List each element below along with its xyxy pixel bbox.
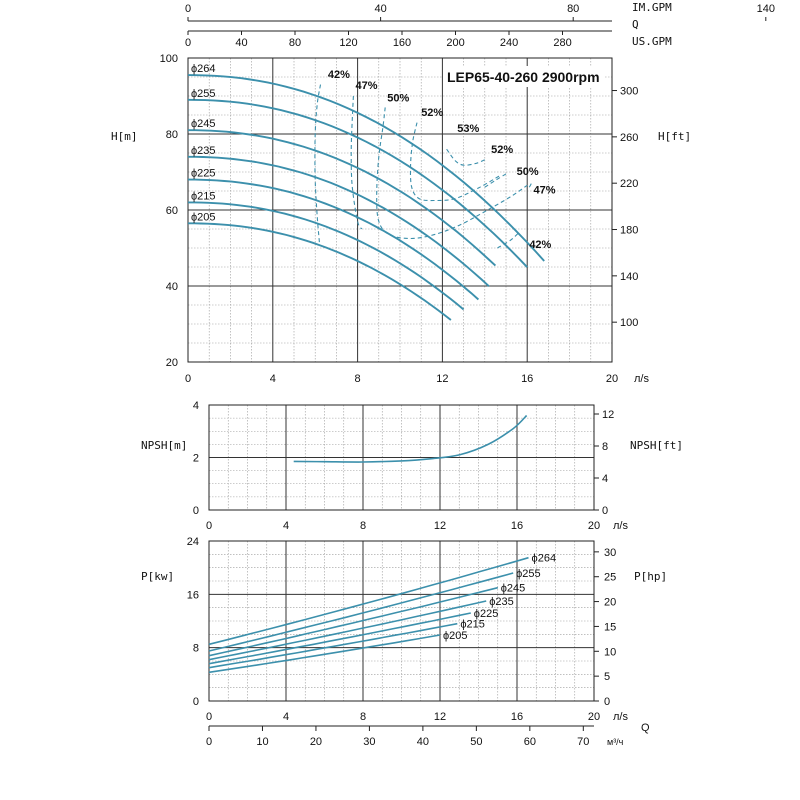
efficiency-label: 52% xyxy=(421,106,444,119)
power-panel xyxy=(141,536,667,723)
efficiency-label: 47% xyxy=(533,184,556,197)
head-curve-label: ϕ215 xyxy=(191,190,216,203)
head-ft-tick: 260 xyxy=(620,131,639,144)
npsh-ft-tick: 4 xyxy=(602,472,609,485)
head-curve xyxy=(188,130,495,265)
imgpm-tick: 0 xyxy=(184,3,192,15)
npsh-y-tick: 4 xyxy=(192,400,199,412)
efficiency-label: 42% xyxy=(327,68,350,81)
head-y-tick: 60 xyxy=(165,205,178,217)
head-ft-tick: 140 xyxy=(620,270,639,283)
npsh-ylabel: NPSH[m] xyxy=(141,439,188,452)
efficiency-label: 52% xyxy=(491,144,514,156)
power-x-tick: 8 xyxy=(359,711,367,723)
m3h-tick: 10 xyxy=(256,736,269,748)
m3h-tick: 70 xyxy=(577,736,590,748)
power-x-tick: 12 xyxy=(433,711,447,723)
usgpm-label: US.GPM xyxy=(632,35,672,48)
power-hp-tick: 30 xyxy=(604,546,617,559)
head-x-tick: 20 xyxy=(605,373,619,385)
head-curve-labels xyxy=(191,63,216,223)
npsh-grid xyxy=(209,405,594,510)
npsh-x-tick: 8 xyxy=(359,520,367,532)
efficiency-contour xyxy=(315,85,321,243)
power-x-tick: 0 xyxy=(205,711,213,723)
efficiency-label: 50% xyxy=(516,166,539,179)
power-curve-label: ϕ235 xyxy=(489,596,514,608)
m3h-tick: 30 xyxy=(363,736,376,748)
npsh-ft-tick: 8 xyxy=(602,440,609,453)
power-curve-label: ϕ205 xyxy=(443,630,468,642)
power-y-tick: 16 xyxy=(186,589,199,602)
power-hp-tick: 5 xyxy=(604,671,611,684)
power-curve-label: ϕ215 xyxy=(460,618,485,631)
head-y-tick: 80 xyxy=(165,129,178,141)
power-x-tick: 20 xyxy=(587,711,601,723)
head-ft-tick: 100 xyxy=(620,317,639,330)
head-xlabel: л/s xyxy=(634,373,649,385)
efficiency-label: 53% xyxy=(457,123,480,136)
head-ylabel: H[m] xyxy=(111,130,138,143)
power-hp-tick: 20 xyxy=(604,596,617,609)
power-ylabel: P[kw] xyxy=(141,570,175,583)
npsh-ft-tick: 12 xyxy=(602,408,615,421)
head-x-tick: 12 xyxy=(436,373,449,385)
npsh-x-tick: 16 xyxy=(510,520,524,532)
usgpm-tick: 280 xyxy=(553,37,572,49)
top-flow-axes xyxy=(185,1,800,49)
head-curve-label: ϕ205 xyxy=(191,211,216,224)
power-curve xyxy=(209,588,498,656)
efficiency-contour xyxy=(485,174,506,187)
power-curve-label: ϕ255 xyxy=(516,568,541,580)
usgpm-tick: 240 xyxy=(499,37,519,49)
m3h-tick: 50 xyxy=(470,736,483,748)
power-xlabel: л/s xyxy=(613,711,628,723)
usgpm-tick: 160 xyxy=(392,37,412,49)
power-hp-tick: 10 xyxy=(604,646,617,659)
usgpm-tick: 0 xyxy=(184,37,192,49)
power-hp-tick: 0 xyxy=(604,696,611,708)
power-curve xyxy=(209,613,471,664)
bottom-flow-axis xyxy=(206,722,650,748)
npsh-axis-ticks xyxy=(193,400,614,532)
power-y-tick: 0 xyxy=(192,696,199,708)
efficiency-contour xyxy=(529,183,531,187)
m3h-unit-label: м³/ч xyxy=(607,737,624,747)
head-x-tick: 4 xyxy=(269,373,276,385)
power-hp-tick: 15 xyxy=(604,621,617,634)
efficiency-contour xyxy=(447,149,487,165)
power-curve-label: ϕ245 xyxy=(500,582,526,595)
head-x-tick: 16 xyxy=(521,373,534,385)
power-hp-tick: 25 xyxy=(604,571,617,584)
m3h-tick: 0 xyxy=(205,736,213,748)
power-x-tick: 16 xyxy=(510,711,524,723)
npsh-ft-tick: 0 xyxy=(602,505,609,517)
head-curve-label: ϕ264 xyxy=(191,63,216,76)
q-label-top: Q xyxy=(632,18,639,31)
head-curve-label: ϕ235 xyxy=(191,144,216,157)
head-x-tick: 8 xyxy=(354,373,361,385)
imgpm-label: IM.GPM xyxy=(632,1,672,14)
efficiency-contour xyxy=(351,96,362,229)
head-y-tick: 100 xyxy=(159,53,178,65)
head-y-tick: 20 xyxy=(165,357,178,369)
power-curve-label: ϕ225 xyxy=(473,608,499,620)
npsh-x-tick: 12 xyxy=(433,520,447,532)
head-ft-tick: 300 xyxy=(620,85,639,98)
power-x-tick: 4 xyxy=(282,711,290,723)
npsh-y-tick: 0 xyxy=(192,505,199,517)
head-curve-label: ϕ245 xyxy=(191,118,216,131)
power-grid xyxy=(209,541,594,701)
imgpm-tick: 140 xyxy=(756,3,775,15)
head-ylabel-right: H[ft] xyxy=(658,130,692,143)
head-curve-label: ϕ225 xyxy=(191,167,216,180)
npsh-curve xyxy=(294,416,527,463)
power-curve xyxy=(209,558,529,645)
efficiency-label: 50% xyxy=(387,92,410,105)
npsh-panel xyxy=(141,400,683,532)
npsh-x-tick: 0 xyxy=(205,520,213,532)
npsh-ylabel-right: NPSH[ft] xyxy=(630,439,683,452)
npsh-y-tick: 2 xyxy=(192,452,199,465)
head-panel xyxy=(111,53,691,385)
head-curves xyxy=(188,75,544,320)
power-ylabel-right: P[hp] xyxy=(634,570,668,583)
m3h-tick: 60 xyxy=(523,736,536,748)
power-y-tick: 24 xyxy=(186,536,199,548)
usgpm-tick: 80 xyxy=(288,37,302,49)
power-y-tick: 8 xyxy=(192,642,199,655)
head-x-tick: 0 xyxy=(184,373,192,385)
power-curve xyxy=(209,573,513,651)
head-curve xyxy=(188,180,478,300)
head-curve-label: ϕ255 xyxy=(191,87,216,100)
usgpm-tick: 40 xyxy=(235,37,248,49)
usgpm-tick: 120 xyxy=(339,37,358,49)
efficiency-label: 42% xyxy=(529,239,552,251)
usgpm-tick: 200 xyxy=(446,37,465,49)
npsh-xlabel: л/s xyxy=(613,520,628,532)
head-y-tick: 40 xyxy=(165,281,178,293)
npsh-x-tick: 4 xyxy=(282,520,290,532)
npsh-x-tick: 20 xyxy=(587,520,601,532)
head-ft-tick: 180 xyxy=(620,224,639,237)
m3h-tick: 20 xyxy=(309,736,323,748)
bottom-axis-ticks xyxy=(206,726,589,748)
efficiency-label: 47% xyxy=(355,80,378,93)
q-label-bottom: Q xyxy=(641,722,650,734)
m3h-tick: 40 xyxy=(416,736,430,748)
imgpm-tick: 80 xyxy=(567,3,580,15)
head-ft-tick: 220 xyxy=(620,178,639,191)
imgpm-tick: 40 xyxy=(374,3,387,15)
power-curve-label: ϕ264 xyxy=(531,552,557,565)
chart-title: LEP65-40-260 2900rpm xyxy=(447,69,600,85)
top-axis-ticks xyxy=(185,3,800,49)
